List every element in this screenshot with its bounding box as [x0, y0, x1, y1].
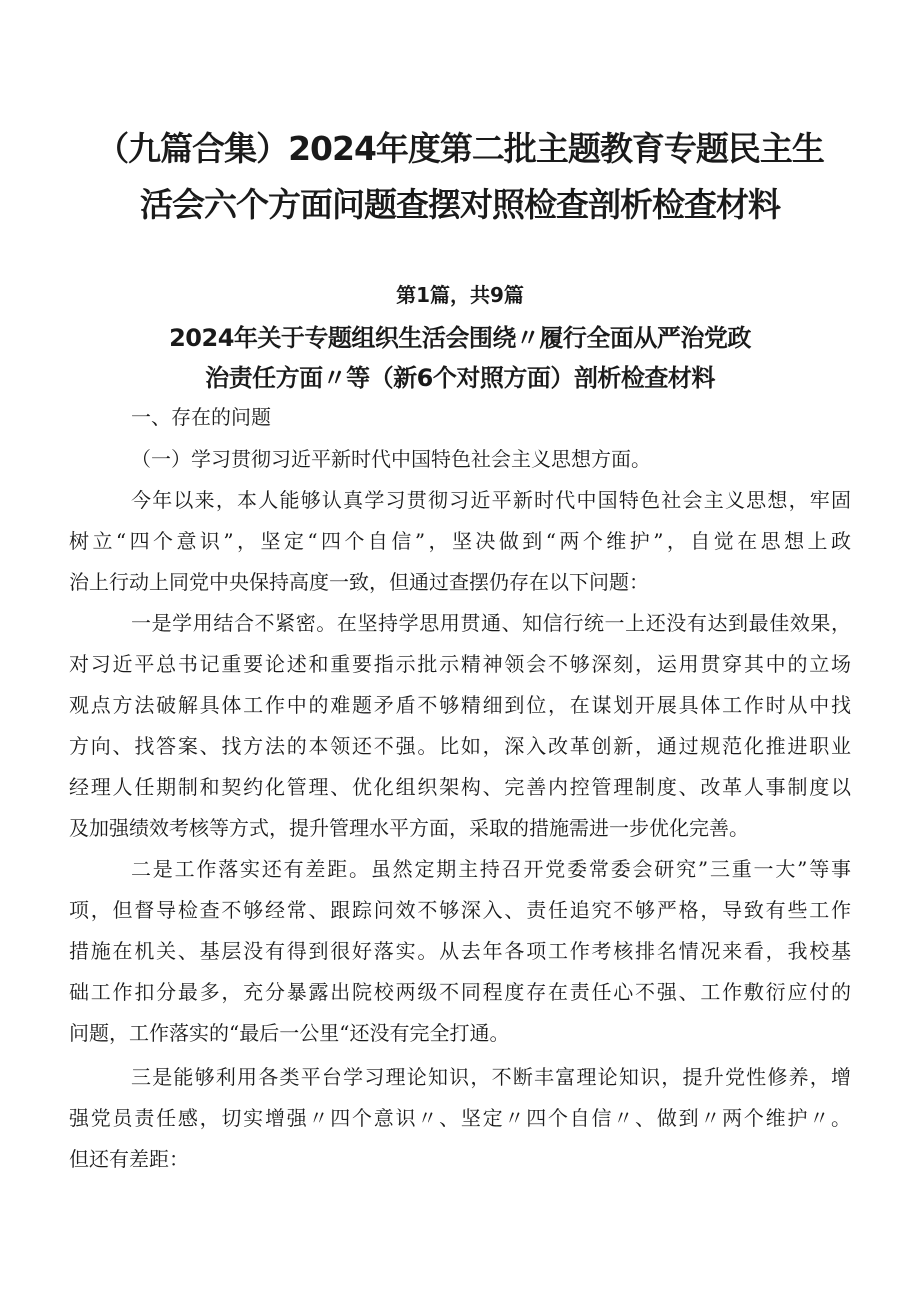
paragraph-line: 对习近平总书记重要论述和重要指示批示精神领会不够深刻，运用贯穿其中的立场	[69, 652, 851, 676]
paragraph-line: 措施在机关、基层没有得到很好落实。从去年各项工作考核排名情况来看，我校基	[69, 939, 851, 963]
paragraph-line: 一是学用结合不紧密。在坚持学思用贯通、知信行统一上还没有达到最佳效果，	[131, 611, 851, 635]
article-title-line-2: 治责任方面〃等（新6个对照方面）剖析检查材料	[205, 364, 715, 392]
subsection-heading: （一）学习贯彻习近平新时代中国特色社会主义思想方面。	[131, 447, 651, 471]
paragraph-line: 强党员责任感，切实增强〃四个意识〃、坚定〃四个自信〃、做到〃两个维护〃。	[69, 1106, 851, 1130]
paragraph-line: 三是能够利用各类平台学习理论知识，不断丰富理论知识，提升党性修养，增	[131, 1065, 851, 1089]
paragraph-line: 治上行动上同党中央保持高度一致，但通过查摆仍存在以下问题：	[69, 570, 649, 594]
paragraph-line: 但还有差距：	[69, 1147, 189, 1171]
article-counter: 第1篇，共9篇	[396, 283, 524, 307]
document-title-line-2: 活会六个方面问题查摆对照检查剖析检查材料	[140, 185, 780, 224]
paragraph-line: 方向、找答案、找方法的本领还不强。比如，深入改革创新，通过规范化推进职业	[69, 734, 851, 758]
paragraph-line: 项，但督导检查不够经常、跟踪问效不够深入、责任追究不够严格，导致有些工作	[69, 898, 851, 922]
paragraph-line: 树立“四个意识”，坚定“四个自信”，坚决做到“两个维护”，自觉在思想上政	[69, 529, 851, 553]
paragraph-line: 经理人任期制和契约化管理、优化组织架构、完善内控管理制度、改革人事制度以	[69, 775, 851, 799]
paragraph-line: 二是工作落实还有差距。虽然定期主持召开党委常委会研究”三重一大”等事	[131, 857, 851, 881]
paragraph-line: 问题，工作落实的“最后一公里“还没有完全打通。	[69, 1021, 510, 1045]
document-title-line-1: （九篇合集）2024年度第二批主题教育专题民主生	[96, 129, 824, 168]
paragraph-line: 础工作扣分最多，充分暴露出院校两级不同程度存在责任心不强、工作敷衍应付的	[69, 980, 851, 1004]
paragraph-line: 及加强绩效考核等方式，提升管理水平方面，采取的措施需进一步优化完善。	[69, 816, 749, 840]
paragraph-line: 观点方法破解具体工作中的难题矛盾不够精细到位，在谋划开展具体工作时从中找	[69, 693, 851, 717]
paragraph-line: 今年以来，本人能够认真学习贯彻习近平新时代中国特色社会主义思想，牢固	[131, 488, 851, 512]
article-title-line-1: 2024年关于专题组织生活会围绕〃履行全面从严治党政	[169, 324, 751, 352]
section-heading: 一、存在的问题	[131, 405, 271, 429]
